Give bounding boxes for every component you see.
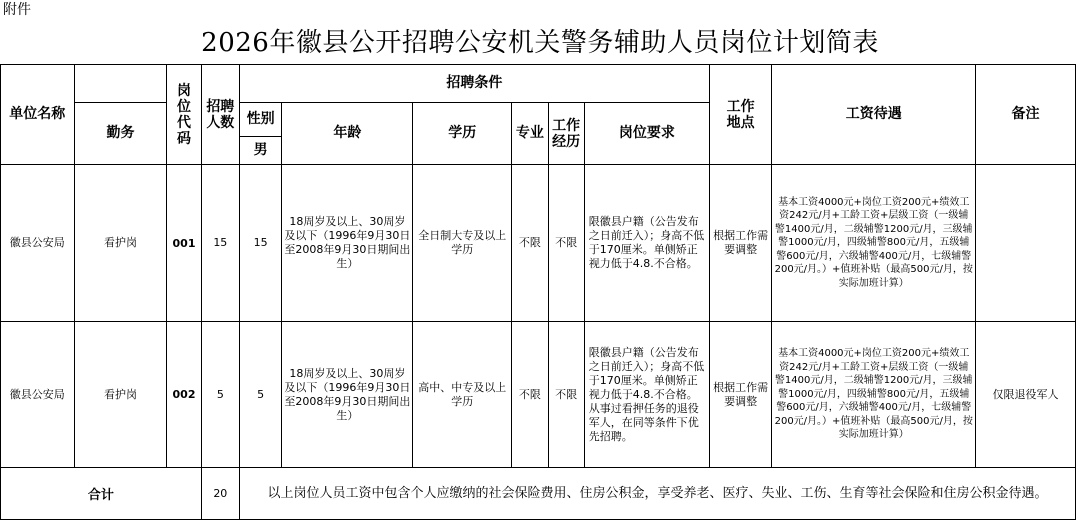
cell-remark [976,165,1076,322]
header-gender: 性别 [239,103,281,137]
cell-gender-count: 5 [239,322,281,468]
page-title: 2026年徽县公开招聘公安机关警务辅助人员岗位计划简表 [201,28,879,58]
header-post-code [167,65,201,165]
header-row-1 [1,65,1076,103]
header-gender-value: 男 [239,137,281,165]
cell-recruit-count: 15 [201,165,239,322]
total-row [1,468,1076,520]
header-work-location [709,65,772,165]
cell-unit: 徽县公安局 [1,165,75,322]
cell-major: 不限 [512,165,548,322]
cell-age: 18周岁及以上、30周岁及以下（1996年9月30日至2008年9月30日期间出生） [282,165,413,322]
cell-major: 不限 [512,322,548,468]
cell-education: 全日制大专及以上学历 [413,165,512,322]
total-note: 以上岗位人员工资中包含个人应缴纳的社会保险费用、住房公积金，享受养老、医疗、失业、工伤、生育等社会保险和住房公积金待遇。 [239,468,1075,520]
cell-requirements: 限徽县户籍（公告发布之日前迁入）；身高不低于170厘米。单侧矫正视力低于4.8.不合格。 [584,165,709,322]
total-label: 合计 [1,468,202,520]
cell-location: 根据工作需要调整 [709,322,772,468]
cell-requirements: 限徽县户籍（公告发布之日前迁入）；身高不低于170厘米。单侧矫正视力低于4.8.不合格。从事过看押任务的退役军人，在同等条件下优先招聘。 [584,322,709,468]
header-duty: 勤务 [74,103,167,165]
cell-duty: 看护岗 [74,322,167,468]
header-unit-name: 单位名称 [1,65,75,165]
cell-education: 高中、中专及以上学历 [413,322,512,468]
header-work-experience-text: 工作经历 [552,117,581,150]
header-post-code-text: 岗位代码 [177,82,192,147]
header-education: 学历 [413,103,512,165]
cell-salary: 基本工资4000元+岗位工资200元+绩效工资242元/月+工龄工资+层级工资（一级辅警1400元/月，二级辅警1200元/月，三级辅警1000元/月，四级辅警800元/月，五级辅警600元/月，六级辅警400元/月，七级辅警200元/月。）+值班补贴（最高500元/月，按实际加班计算） [772,322,976,468]
header-recruit-count [201,65,239,165]
header-work-location-text: 工作地点 [726,98,755,131]
header-remarks: 备注 [976,65,1076,165]
header-recruit-count-text: 招聘人数 [206,98,235,131]
table-row [1,322,1076,468]
cell-age: 18周岁及以上、30周岁及以下（1996年9月30日至2008年9月30日期间出生） [282,322,413,468]
cell-location: 根据工作需要调整 [709,165,772,322]
cell-gender-count: 15 [239,165,281,322]
attachment-label: 附件 [3,2,31,18]
cell-duty: 看护岗 [74,165,167,322]
cell-post-code: 002 [167,322,201,468]
cell-post-code: 001 [167,165,201,322]
header-age: 年龄 [282,103,413,165]
header-major: 专业 [512,103,548,165]
header-post-requirements: 岗位要求 [584,103,709,165]
total-count: 20 [201,468,239,520]
cell-experience: 不限 [548,165,584,322]
cell-salary: 基本工资4000元+岗位工资200元+绩效工资242元/月+工龄工资+层级工资（一级辅警1400元/月，二级辅警1200元/月，三级辅警1000元/月，四级辅警800元/月，五级辅警600元/月，六级辅警400元/月，七级辅警200元/月。）+值班补贴（最高500元/月，按实际加班计算） [772,165,976,322]
header-blank [74,65,167,103]
cell-recruit-count: 5 [201,322,239,468]
cell-unit: 徽县公安局 [1,322,75,468]
table-row [1,165,1076,322]
header-salary: 工资待遇 [772,65,976,165]
cell-experience: 不限 [548,322,584,468]
recruitment-table [0,64,1076,520]
header-work-experience [548,103,584,165]
cell-remark: 仅限退役军人 [976,322,1076,468]
header-conditions: 招聘条件 [239,65,709,103]
